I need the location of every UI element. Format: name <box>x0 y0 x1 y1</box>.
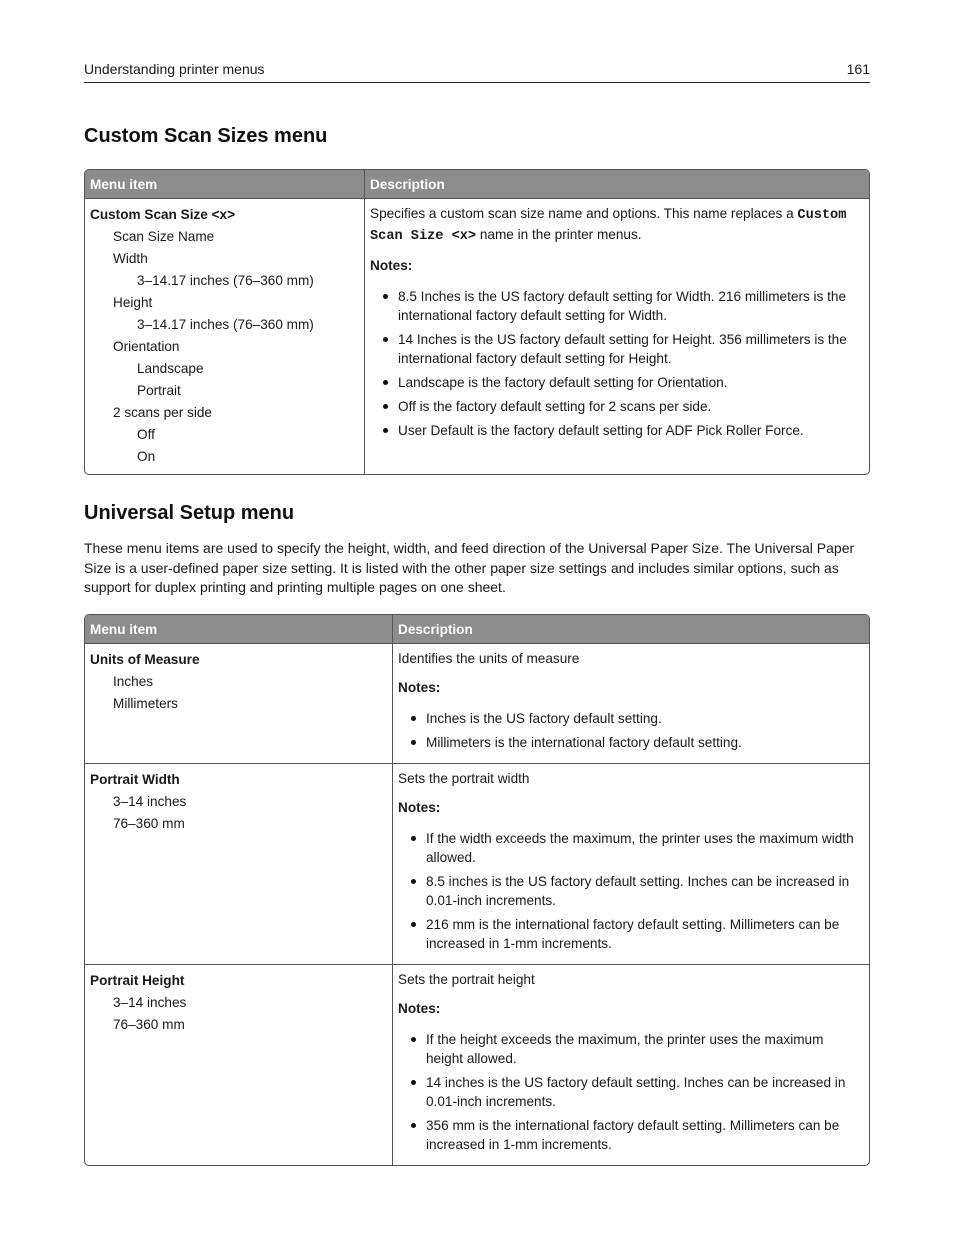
note-text: User Default is the factory default setting for ADF Pick Roller Force. <box>398 423 804 438</box>
bullet-icon <box>383 380 388 385</box>
menu-item-cell <box>85 199 365 474</box>
menu-option-value: On <box>137 449 156 464</box>
menu-item-title: Portrait Width <box>90 772 180 787</box>
page-number: 161 <box>846 61 870 77</box>
menu-item-cell <box>85 764 393 965</box>
menu-option-value: Portrait <box>137 383 181 398</box>
menu-option: Millimeters <box>113 696 178 711</box>
description-cell <box>393 644 869 764</box>
note-text: 356 mm is the international factory default setting. Millimeters can be increased in 1-mm increments. <box>426 1118 840 1152</box>
list-item <box>398 709 864 728</box>
note-text: 14 Inches is the US factory default setting for Height. 356 millimeters is the international factory default setting for Height. <box>398 332 847 366</box>
custom-scan-sizes-heading: Custom Scan Sizes menu <box>84 125 328 147</box>
universal-setup-heading: Universal Setup menu <box>84 502 295 524</box>
menu-option: Height <box>113 295 153 310</box>
list-item <box>370 373 864 392</box>
menu-option: 3–14 inches <box>113 995 187 1010</box>
description-text: Identifies the units of measure <box>398 651 580 666</box>
description-column-header: Description <box>393 615 869 644</box>
menu-option: 2 scans per side <box>113 405 212 420</box>
description-cell <box>365 199 869 474</box>
description-text-part: name in the printer menus. <box>476 227 642 242</box>
menu-item-cell <box>85 965 393 1165</box>
bullet-icon <box>411 1080 416 1085</box>
note-text: If the height exceeds the maximum, the printer uses the maximum height allowed. <box>426 1032 824 1066</box>
menu-option: Width <box>113 251 148 266</box>
custom-scan-sizes-table <box>84 169 870 475</box>
notes-list <box>398 709 864 752</box>
list-item <box>370 397 864 416</box>
menu-option: 76–360 mm <box>113 1017 185 1032</box>
list-item <box>370 287 864 325</box>
description-text <box>370 204 864 246</box>
menu-option: Scan Size Name <box>113 229 215 244</box>
list-item <box>398 1030 864 1068</box>
list-item <box>398 1116 864 1154</box>
list-item <box>370 330 864 368</box>
bullet-icon <box>383 294 388 299</box>
bullet-icon <box>383 428 388 433</box>
menu-item-title: Custom Scan Size <x> <box>90 207 236 222</box>
notes-list <box>398 829 864 953</box>
menu-option-value: 3–14.17 inches (76–360 mm) <box>137 273 314 288</box>
description-text-part: Specifies a custom scan size name and options. This name replaces a <box>370 206 798 221</box>
table-row <box>85 644 869 764</box>
list-item <box>370 421 864 440</box>
list-item <box>398 1073 864 1111</box>
note-text: 8.5 Inches is the US factory default setting for Width. 216 millimeters is the international factory default setting for Width. <box>398 289 847 323</box>
note-text: 216 mm is the international factory default setting. Millimeters can be increased in 1-mm increments. <box>426 917 840 951</box>
note-text: Landscape is the factory default setting for Orientation. <box>398 375 728 390</box>
bullet-icon <box>383 404 388 409</box>
description-column-header: Description <box>365 170 869 199</box>
list-item <box>398 915 864 953</box>
bullet-icon <box>383 337 388 342</box>
note-text: If the width exceeds the maximum, the printer uses the maximum width allowed. <box>426 831 854 865</box>
bullet-icon <box>411 716 416 721</box>
notes-label: Notes: <box>398 800 441 815</box>
menu-item-title: Units of Measure <box>90 652 200 667</box>
list-item <box>398 829 864 867</box>
table-row <box>85 199 869 474</box>
menu-option: 76–360 mm <box>113 816 185 831</box>
menu-option: Inches <box>113 674 154 689</box>
notes-label: Notes: <box>370 258 413 273</box>
menu-option: 3–14 inches <box>113 794 187 809</box>
bullet-icon <box>411 922 416 927</box>
notes-list <box>398 1030 864 1154</box>
menu-option-value: Off <box>137 427 155 442</box>
menu-item-cell <box>85 644 393 764</box>
bullet-icon <box>411 1123 416 1128</box>
list-item <box>398 872 864 910</box>
description-text: Sets the portrait width <box>398 771 530 786</box>
bullet-icon <box>411 1037 416 1042</box>
description-cell <box>393 965 869 1165</box>
note-text: Inches is the US factory default setting. <box>426 711 662 726</box>
universal-setup-intro: These menu items are used to specify the height, width, and feed direction of the Universal Paper Size. The Universal Paper Size is a user-defined paper size setting. It is listed with the other paper size settings and includes similar options, such as support for duplex printing and printing multiple pages on one sheet. <box>84 540 855 595</box>
bullet-icon <box>411 879 416 884</box>
note-text: 14 inches is the US factory default setting. Inches can be increased in 0.01-inch increments. <box>426 1075 846 1109</box>
notes-label: Notes: <box>398 680 441 695</box>
note-text: Millimeters is the international factory default setting. <box>426 735 742 750</box>
menu-option-value: Landscape <box>137 361 204 376</box>
table-row <box>85 764 869 965</box>
menu-option-value: 3–14.17 inches (76–360 mm) <box>137 317 314 332</box>
note-text: Off is the factory default setting for 2 scans per side. <box>398 399 712 414</box>
list-item <box>398 733 864 752</box>
menu-item-column-header: Menu item <box>85 170 365 199</box>
section-title: Understanding printer menus <box>84 61 265 77</box>
menu-item-column-header: Menu item <box>85 615 393 644</box>
note-text: 8.5 inches is the US factory default setting. Inches can be increased in 0.01-inch increments. <box>426 874 850 908</box>
bullet-icon <box>411 740 416 745</box>
description-text: Sets the portrait height <box>398 972 535 987</box>
menu-option: Orientation <box>113 339 180 354</box>
page-header <box>84 60 870 83</box>
universal-setup-table <box>84 614 870 1166</box>
bullet-icon <box>411 836 416 841</box>
menu-item-title: Portrait Height <box>90 973 185 988</box>
code-text: Custom Scan Size <x> <box>370 208 847 244</box>
description-cell <box>393 764 869 965</box>
notes-label: Notes: <box>398 1001 441 1016</box>
table-row <box>85 965 869 1165</box>
notes-list <box>370 287 864 440</box>
